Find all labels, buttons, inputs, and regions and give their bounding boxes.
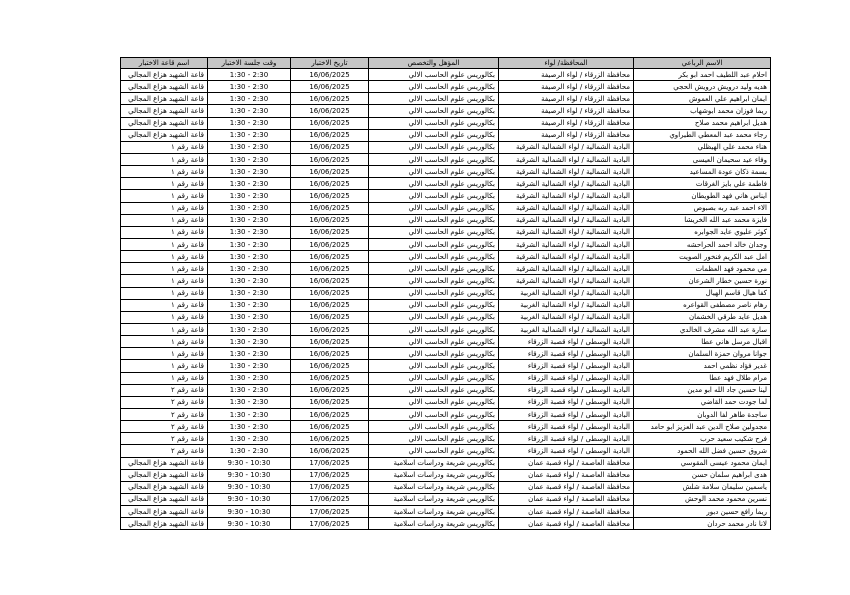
cell-exam-hall: قاعة رقم ١: [121, 299, 208, 311]
cell-session-time: 2:30 - 1:30: [208, 166, 291, 178]
table-row: [121, 408, 771, 420]
cell-exam-date: 16/06/2025: [291, 372, 369, 384]
cell-exam-date: 17/06/2025: [291, 469, 369, 481]
cell-exam-date: 16/06/2025: [291, 105, 369, 117]
cell-exam-date: 16/06/2025: [291, 360, 369, 372]
cell-qualification: بكالوريس علوم الحاسب الالي: [369, 129, 499, 141]
cell-exam-date: 16/06/2025: [291, 323, 369, 335]
cell-exam-hall: قاعة رقم ١: [121, 202, 208, 214]
cell-governorate: محافظة العاصمة / لواء قصبة عمان: [499, 506, 634, 518]
cell-governorate: محافظة العاصمة / لواء قصبة عمان: [499, 457, 634, 469]
cell-session-time: 2:30 - 1:30: [208, 348, 291, 360]
cell-governorate: البادية الشمالية / لواء الشمالية الشرقية: [499, 202, 634, 214]
cell-governorate: البادية الشمالية / لواء الشمالية الشرقية: [499, 251, 634, 263]
header-session-time: وقت جلسة الاختبار: [208, 58, 291, 69]
cell-exam-hall: قاعة رقم ١: [121, 263, 208, 275]
table-row: [121, 421, 771, 433]
table-row: [121, 178, 771, 190]
cell-qualification: بكالوريس علوم الحاسب الالي: [369, 117, 499, 129]
cell-exam-hall: قاعة رقم ١: [121, 275, 208, 287]
cell-exam-hall: قاعة رقم ٢: [121, 396, 208, 408]
cell-name: الاء احمد عبد ربه بصبوص: [634, 202, 771, 214]
header-governorate: المحافظة/ لواء: [499, 58, 634, 69]
cell-session-time: 10:30 - 9:30: [208, 457, 291, 469]
cell-exam-date: 17/06/2025: [291, 457, 369, 469]
cell-session-time: 2:30 - 1:30: [208, 336, 291, 348]
cell-exam-date: 16/06/2025: [291, 251, 369, 263]
cell-session-time: 10:30 - 9:30: [208, 518, 291, 530]
cell-qualification: بكالوريس علوم الحاسب الالي: [369, 81, 499, 93]
cell-name: لانا نادر محمد حردان: [634, 518, 771, 530]
table-row: [121, 105, 771, 117]
cell-session-time: 10:30 - 9:30: [208, 493, 291, 505]
cell-exam-date: 16/06/2025: [291, 263, 369, 275]
cell-exam-date: 16/06/2025: [291, 433, 369, 445]
cell-qualification: بكالوريس علوم الحاسب الالي: [369, 202, 499, 214]
cell-qualification: بكالوريس علوم الحاسب الالي: [369, 166, 499, 178]
cell-exam-date: 16/06/2025: [291, 81, 369, 93]
cell-governorate: البادية الشمالية / لواء الشمالية الغربية: [499, 287, 634, 299]
cell-exam-date: 16/06/2025: [291, 445, 369, 457]
cell-exam-hall: قاعة رقم ٢: [121, 408, 208, 420]
cell-qualification: بكالوريس شريعة ودراسات اسلامية: [369, 469, 499, 481]
cell-exam-date: 16/06/2025: [291, 178, 369, 190]
cell-governorate: البادية الشمالية / لواء الشمالية الشرقية: [499, 226, 634, 238]
cell-name: سارة عبد الله مشرف الخالدي: [634, 323, 771, 335]
cell-governorate: البادية الشمالية / لواء الشمالية الغربية: [499, 323, 634, 335]
cell-qualification: بكالوريس علوم الحاسب الالي: [369, 360, 499, 372]
cell-governorate: البادية الوسطى / لواء قصبة الزرقاء: [499, 433, 634, 445]
cell-qualification: بكالوريس علوم الحاسب الالي: [369, 421, 499, 433]
cell-exam-hall: قاعة رقم ١: [121, 360, 208, 372]
cell-session-time: 2:30 - 1:30: [208, 69, 291, 81]
cell-session-time: 2:30 - 1:30: [208, 263, 291, 275]
cell-exam-date: 16/06/2025: [291, 117, 369, 129]
cell-name: ريما فوزان محمد ابوشهاب: [634, 105, 771, 117]
cell-governorate: البادية الوسطى / لواء قصبة الزرقاء: [499, 421, 634, 433]
cell-exam-hall: قاعة الشهيد هزاع المجالي: [121, 493, 208, 505]
cell-governorate: البادية الشمالية / لواء الشمالية الشرقية: [499, 214, 634, 226]
cell-exam-date: 16/06/2025: [291, 311, 369, 323]
cell-session-time: 2:30 - 1:30: [208, 445, 291, 457]
cell-session-time: 2:30 - 1:30: [208, 299, 291, 311]
cell-qualification: بكالوريس علوم الحاسب الالي: [369, 214, 499, 226]
cell-governorate: البادية الشمالية / لواء الشمالية الشرقية: [499, 153, 634, 165]
cell-session-time: 2:30 - 1:30: [208, 360, 291, 372]
table-row: [121, 214, 771, 226]
cell-qualification: بكالوريس علوم الحاسب الالي: [369, 93, 499, 105]
cell-name: فايزة محمد عبد الله الخريشا: [634, 214, 771, 226]
cell-qualification: بكالوريس علوم الحاسب الالي: [369, 275, 499, 287]
cell-exam-date: 17/06/2025: [291, 506, 369, 518]
cell-qualification: بكالوريس علوم الحاسب الالي: [369, 372, 499, 384]
cell-governorate: البادية الشمالية / لواء الشمالية الشرقية: [499, 263, 634, 275]
cell-qualification: بكالوريس شريعة ودراسات اسلامية: [369, 493, 499, 505]
cell-qualification: بكالوريس علوم الحاسب الالي: [369, 251, 499, 263]
cell-exam-date: 16/06/2025: [291, 93, 369, 105]
table-row: [121, 506, 771, 518]
cell-qualification: بكالوريس شريعة ودراسات اسلامية: [369, 457, 499, 469]
cell-qualification: بكالوريس علوم الحاسب الالي: [369, 226, 499, 238]
cell-governorate: البادية الوسطى / لواء قصبة الزرقاء: [499, 336, 634, 348]
cell-name: فرح شكيب سعيد حرب: [634, 433, 771, 445]
cell-exam-date: 17/06/2025: [291, 493, 369, 505]
cell-qualification: بكالوريس علوم الحاسب الالي: [369, 348, 499, 360]
cell-governorate: محافظة الزرقاء / لواء الرصيفة: [499, 117, 634, 129]
cell-qualification: بكالوريس علوم الحاسب الالي: [369, 238, 499, 250]
cell-name: هديل عايد طرقي الخشمان: [634, 311, 771, 323]
cell-exam-date: 16/06/2025: [291, 348, 369, 360]
cell-session-time: 2:30 - 1:30: [208, 202, 291, 214]
cell-qualification: بكالوريس علوم الحاسب الالي: [369, 69, 499, 81]
cell-qualification: بكالوريس علوم الحاسب الالي: [369, 384, 499, 396]
cell-exam-hall: قاعة رقم ١: [121, 311, 208, 323]
cell-exam-date: 16/06/2025: [291, 238, 369, 250]
cell-governorate: البادية الشمالية / لواء الشمالية الغربية: [499, 299, 634, 311]
cell-name: وفاء عيد سحيمان العيسى: [634, 153, 771, 165]
cell-name: اقبال مرسل هاني عطا: [634, 336, 771, 348]
cell-exam-hall: قاعة رقم ٢: [121, 445, 208, 457]
cell-session-time: 10:30 - 9:30: [208, 506, 291, 518]
cell-session-time: 2:30 - 1:30: [208, 141, 291, 153]
cell-name: مرام طلال فهد عطا: [634, 372, 771, 384]
cell-governorate: البادية الوسطى / لواء قصبة الزرقاء: [499, 348, 634, 360]
cell-exam-date: 16/06/2025: [291, 214, 369, 226]
cell-governorate: البادية الشمالية / لواء الشمالية الغربية: [499, 311, 634, 323]
cell-name: احلام عبد اللطيف احمد ابو بكر: [634, 69, 771, 81]
table-row: [121, 433, 771, 445]
cell-exam-date: 16/06/2025: [291, 129, 369, 141]
cell-qualification: بكالوريس شريعة ودراسات اسلامية: [369, 481, 499, 493]
cell-session-time: 2:30 - 1:30: [208, 153, 291, 165]
table-row: [121, 141, 771, 153]
cell-name: بسمة ذكان عودة المساعيد: [634, 166, 771, 178]
cell-session-time: 2:30 - 1:30: [208, 408, 291, 420]
cell-qualification: بكالوريس علوم الحاسب الالي: [369, 311, 499, 323]
header-name: الاسم الرباعي: [634, 58, 771, 69]
cell-exam-date: 16/06/2025: [291, 141, 369, 153]
cell-exam-hall: قاعة الشهيد هزاع المجالي: [121, 117, 208, 129]
cell-name: امل عبد الكريم فنخور الصويت: [634, 251, 771, 263]
cell-name: شروق حسين فضل الله الحمود: [634, 445, 771, 457]
cell-qualification: بكالوريس شريعة ودراسات اسلامية: [369, 518, 499, 530]
cell-governorate: محافظة الزرقاء / لواء الرصيفة: [499, 81, 634, 93]
table-row: [121, 372, 771, 384]
table-row: [121, 384, 771, 396]
cell-exam-date: 16/06/2025: [291, 408, 369, 420]
cell-name: فاطمة علي بايز الغرقات: [634, 178, 771, 190]
table-row: [121, 287, 771, 299]
cell-name: ايمان ابراهيم علي العموش: [634, 93, 771, 105]
cell-governorate: محافظة العاصمة / لواء قصبة عمان: [499, 518, 634, 530]
table-row: [121, 348, 771, 360]
cell-qualification: بكالوريس علوم الحاسب الالي: [369, 396, 499, 408]
cell-session-time: 2:30 - 1:30: [208, 226, 291, 238]
cell-governorate: البادية الوسطى / لواء قصبة الزرقاء: [499, 360, 634, 372]
cell-name: ايناس هاني فهد الطويطان: [634, 190, 771, 202]
cell-session-time: 2:30 - 1:30: [208, 372, 291, 384]
cell-name: غدير فؤاد نظمي احمد: [634, 360, 771, 372]
cell-exam-hall: قاعة رقم ٢: [121, 421, 208, 433]
cell-qualification: بكالوريس علوم الحاسب الالي: [369, 299, 499, 311]
cell-exam-hall: قاعة رقم ١: [121, 372, 208, 384]
exam-schedule-table: [120, 57, 771, 530]
cell-governorate: البادية الشمالية / لواء الشمالية الشرقية: [499, 275, 634, 287]
cell-session-time: 2:30 - 1:30: [208, 311, 291, 323]
cell-exam-hall: قاعة الشهيد هزاع المجالي: [121, 105, 208, 117]
cell-governorate: البادية الشمالية / لواء الشمالية الشرقية: [499, 166, 634, 178]
cell-exam-hall: قاعة رقم ١: [121, 141, 208, 153]
cell-session-time: 2:30 - 1:30: [208, 421, 291, 433]
cell-exam-hall: قاعة الشهيد هزاع المجالي: [121, 518, 208, 530]
cell-name: هناء محمد علي الهيظلي: [634, 141, 771, 153]
cell-qualification: بكالوريس علوم الحاسب الالي: [369, 336, 499, 348]
cell-name: جوانا مروان حمزة السلمان: [634, 348, 771, 360]
cell-exam-hall: قاعة الشهيد هزاع المجالي: [121, 69, 208, 81]
table-row: [121, 336, 771, 348]
table-row: [121, 69, 771, 81]
cell-exam-hall: قاعة رقم ٢: [121, 384, 208, 396]
cell-governorate: محافظة الزرقاء / لواء الرصيفة: [499, 129, 634, 141]
cell-name: هدى ابراهيم سلمان حسن: [634, 469, 771, 481]
table-row: [121, 117, 771, 129]
cell-name: مجدولين صلاح الدين عبد العزيز ابو حامد: [634, 421, 771, 433]
exam-schedule-sheet: [120, 57, 770, 530]
cell-exam-date: 16/06/2025: [291, 299, 369, 311]
header-exam-hall: اسم قاعة الاختبار: [121, 58, 208, 69]
cell-name: ساجدة طاهر لفا الدوبان: [634, 408, 771, 420]
header-row: [121, 58, 771, 69]
cell-exam-hall: قاعة الشهيد هزاع المجالي: [121, 81, 208, 93]
cell-governorate: البادية الوسطى / لواء قصبة الزرقاء: [499, 396, 634, 408]
cell-qualification: بكالوريس علوم الحاسب الالي: [369, 445, 499, 457]
cell-qualification: بكالوريس علوم الحاسب الالي: [369, 433, 499, 445]
cell-qualification: بكالوريس علوم الحاسب الالي: [369, 141, 499, 153]
cell-session-time: 2:30 - 1:30: [208, 81, 291, 93]
cell-name: كفا هيال قاسم الهيال: [634, 287, 771, 299]
cell-exam-date: 16/06/2025: [291, 226, 369, 238]
table-row: [121, 445, 771, 457]
cell-exam-date: 16/06/2025: [291, 336, 369, 348]
table-row: [121, 323, 771, 335]
cell-governorate: البادية الشمالية / لواء الشمالية الشرقية: [499, 190, 634, 202]
cell-qualification: بكالوريس علوم الحاسب الالي: [369, 323, 499, 335]
cell-exam-hall: قاعة رقم ١: [121, 323, 208, 335]
cell-session-time: 2:30 - 1:30: [208, 384, 291, 396]
cell-qualification: بكالوريس علوم الحاسب الالي: [369, 190, 499, 202]
table-row: [121, 166, 771, 178]
cell-governorate: محافظة العاصمة / لواء قصبة عمان: [499, 493, 634, 505]
cell-governorate: محافظة العاصمة / لواء قصبة عمان: [499, 469, 634, 481]
cell-exam-hall: قاعة رقم ٢: [121, 433, 208, 445]
cell-governorate: محافظة الزرقاء / لواء الرصيفة: [499, 93, 634, 105]
cell-qualification: بكالوريس علوم الحاسب الالي: [369, 178, 499, 190]
cell-governorate: البادية الوسطى / لواء قصبة الزرقاء: [499, 445, 634, 457]
cell-governorate: محافظة الزرقاء / لواء الرصيفة: [499, 105, 634, 117]
cell-qualification: بكالوريس شريعة ودراسات اسلامية: [369, 506, 499, 518]
cell-exam-date: 17/06/2025: [291, 518, 369, 530]
cell-name: نسرين محمود محمد الوحش: [634, 493, 771, 505]
cell-exam-hall: قاعة الشهيد هزاع المجالي: [121, 481, 208, 493]
cell-name: ايمان محمود عيسى المقوسي: [634, 457, 771, 469]
cell-name: مي محمود فهد العظمات: [634, 263, 771, 275]
cell-session-time: 2:30 - 1:30: [208, 129, 291, 141]
table-row: [121, 226, 771, 238]
table-row: [121, 457, 771, 469]
table-row: [121, 396, 771, 408]
cell-exam-hall: قاعة رقم ١: [121, 190, 208, 202]
cell-exam-hall: قاعة رقم ١: [121, 166, 208, 178]
table-row: [121, 469, 771, 481]
cell-session-time: 2:30 - 1:30: [208, 117, 291, 129]
cell-qualification: بكالوريس علوم الحاسب الالي: [369, 105, 499, 117]
cell-name: ريما رافع حسين دبور: [634, 506, 771, 518]
cell-session-time: 2:30 - 1:30: [208, 93, 291, 105]
header-qualification: المؤهل والتخصص: [369, 58, 499, 69]
cell-qualification: بكالوريس علوم الحاسب الالي: [369, 263, 499, 275]
cell-session-time: 2:30 - 1:30: [208, 178, 291, 190]
table-row: [121, 153, 771, 165]
cell-name: وجدان خالد احمد الحراحشه: [634, 238, 771, 250]
cell-governorate: البادية الوسطى / لواء قصبة الزرقاء: [499, 384, 634, 396]
cell-exam-date: 17/06/2025: [291, 481, 369, 493]
cell-name: ياسمين سليمان سلامة شلش: [634, 481, 771, 493]
table-row: [121, 275, 771, 287]
cell-session-time: 2:30 - 1:30: [208, 238, 291, 250]
cell-exam-date: 16/06/2025: [291, 69, 369, 81]
table-row: [121, 190, 771, 202]
cell-session-time: 2:30 - 1:30: [208, 287, 291, 299]
cell-name: نورة حسين خطار الشرعان: [634, 275, 771, 287]
cell-qualification: بكالوريس علوم الحاسب الالي: [369, 153, 499, 165]
cell-session-time: 10:30 - 9:30: [208, 481, 291, 493]
table-row: [121, 299, 771, 311]
cell-exam-hall: قاعة الشهيد هزاع المجالي: [121, 469, 208, 481]
cell-exam-date: 16/06/2025: [291, 275, 369, 287]
cell-session-time: 2:30 - 1:30: [208, 105, 291, 117]
cell-name: رجاء محمد عبد المعطي الطيراوي: [634, 129, 771, 141]
cell-exam-hall: قاعة رقم ١: [121, 153, 208, 165]
cell-exam-hall: قاعة رقم ١: [121, 238, 208, 250]
table-row: [121, 518, 771, 530]
cell-session-time: 2:30 - 1:30: [208, 396, 291, 408]
cell-qualification: بكالوريس علوم الحاسب الالي: [369, 287, 499, 299]
cell-exam-hall: قاعة الشهيد هزاع المجالي: [121, 457, 208, 469]
cell-exam-hall: قاعة الشهيد هزاع المجالي: [121, 506, 208, 518]
cell-name: هديل ابراهيم محمد صلاح: [634, 117, 771, 129]
cell-exam-date: 16/06/2025: [291, 396, 369, 408]
cell-session-time: 2:30 - 1:30: [208, 433, 291, 445]
cell-exam-date: 16/06/2025: [291, 384, 369, 396]
table-row: [121, 263, 771, 275]
cell-exam-hall: قاعة رقم ١: [121, 251, 208, 263]
cell-exam-date: 16/06/2025: [291, 202, 369, 214]
cell-exam-hall: قاعة الشهيد هزاع المجالي: [121, 129, 208, 141]
cell-session-time: 2:30 - 1:30: [208, 190, 291, 202]
cell-governorate: محافظة العاصمة / لواء قصبة عمان: [499, 481, 634, 493]
table-row: [121, 311, 771, 323]
cell-exam-date: 16/06/2025: [291, 166, 369, 178]
cell-exam-hall: قاعة رقم ١: [121, 214, 208, 226]
cell-exam-date: 16/06/2025: [291, 287, 369, 299]
table-row: [121, 481, 771, 493]
table-row: [121, 93, 771, 105]
cell-exam-date: 16/06/2025: [291, 153, 369, 165]
cell-session-time: 10:30 - 9:30: [208, 469, 291, 481]
cell-governorate: محافظة الزرقاء / لواء الرصيفة: [499, 69, 634, 81]
cell-exam-hall: قاعة الشهيد هزاع المجالي: [121, 93, 208, 105]
table-row: [121, 202, 771, 214]
cell-exam-hall: قاعة رقم ١: [121, 336, 208, 348]
cell-exam-date: 16/06/2025: [291, 421, 369, 433]
cell-qualification: بكالوريس علوم الحاسب الالي: [369, 408, 499, 420]
cell-session-time: 2:30 - 1:30: [208, 251, 291, 263]
cell-governorate: البادية الشمالية / لواء الشمالية الشرقية: [499, 238, 634, 250]
cell-name: رهام ناصر مصطفى القواعره: [634, 299, 771, 311]
cell-governorate: البادية الشمالية / لواء الشمالية الشرقية: [499, 178, 634, 190]
cell-exam-hall: قاعة رقم ١: [121, 287, 208, 299]
cell-name: لينا حسين جاد الله ابو مدين: [634, 384, 771, 396]
table-row: [121, 81, 771, 93]
cell-exam-date: 16/06/2025: [291, 190, 369, 202]
table-row: [121, 493, 771, 505]
cell-exam-hall: قاعة رقم ١: [121, 226, 208, 238]
cell-exam-hall: قاعة رقم ١: [121, 348, 208, 360]
cell-governorate: البادية الشمالية / لواء الشمالية الشرقية: [499, 141, 634, 153]
cell-governorate: البادية الوسطى / لواء قصبة الزرقاء: [499, 408, 634, 420]
cell-name: لما جودت حمد القاضي: [634, 396, 771, 408]
cell-exam-hall: قاعة رقم ١: [121, 178, 208, 190]
header-exam-date: تاريخ الاختبار: [291, 58, 369, 69]
cell-governorate: البادية الوسطى / لواء قصبة الزرقاء: [499, 372, 634, 384]
table-row: [121, 129, 771, 141]
cell-session-time: 2:30 - 1:30: [208, 214, 291, 226]
table-row: [121, 360, 771, 372]
cell-session-time: 2:30 - 1:30: [208, 275, 291, 287]
cell-name: هديه وليد درويش درويش الحجي: [634, 81, 771, 93]
table-row: [121, 251, 771, 263]
table-row: [121, 238, 771, 250]
cell-session-time: 2:30 - 1:30: [208, 323, 291, 335]
cell-name: كوثر عليوي عايد الجوابره: [634, 226, 771, 238]
